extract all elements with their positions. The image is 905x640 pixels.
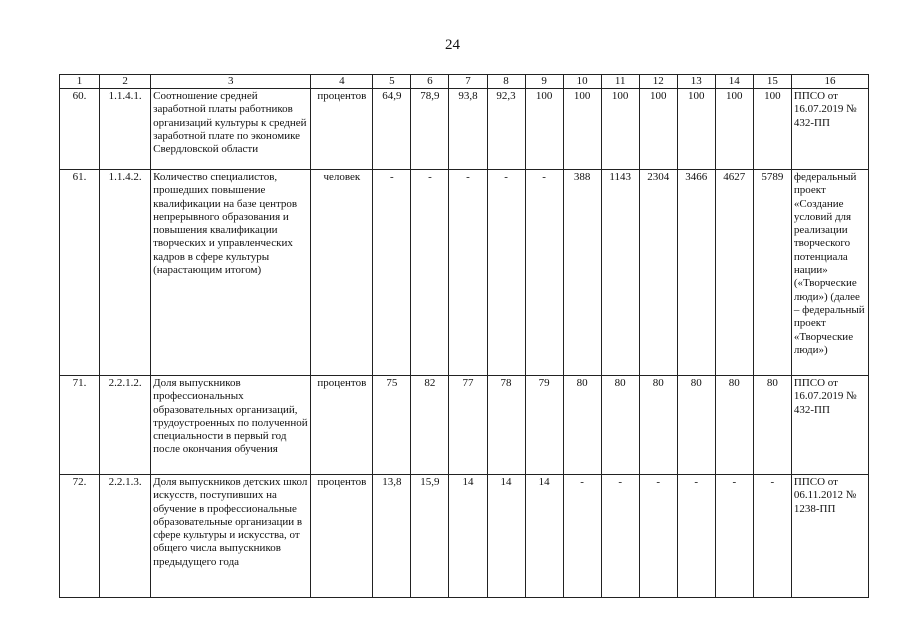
value-cell: 100 (601, 89, 639, 170)
value-cell: 64,9 (373, 89, 411, 170)
value-cell: - (753, 475, 791, 598)
value-cell: - (411, 170, 449, 376)
page-number: 24 (445, 37, 460, 53)
value-cell: 82 (411, 376, 449, 475)
header-cell: 14 (715, 75, 753, 89)
value-cell: 78 (487, 376, 525, 475)
value-cell: 15,9 (411, 475, 449, 598)
row-number: 61. (60, 170, 100, 376)
value-cell: - (487, 170, 525, 376)
header-cell: 3 (151, 75, 311, 89)
table-row (60, 170, 869, 376)
value-cell: - (563, 475, 601, 598)
value-cell: 2304 (639, 170, 677, 376)
value-cell: 79 (525, 376, 563, 475)
indicator-name: Количество специалистов, прошедших повышение квалификации на базе центров непрерывного образования и повышения квалификации творческих и управленческих кадров в сфере культуры (нарастающим итогом) (151, 170, 311, 376)
value-cell: 1143 (601, 170, 639, 376)
value-cell: 5789 (753, 170, 791, 376)
value-cell: 77 (449, 376, 487, 475)
value-cell: 93,8 (449, 89, 487, 170)
row-number: 60. (60, 89, 100, 170)
header-cell: 16 (791, 75, 868, 89)
indicator-name: Доля выпускников профессиональных образовательных организаций, трудоустроенных по полученной специальности в первый год после окончания обучения (151, 376, 311, 475)
header-cell: 9 (525, 75, 563, 89)
value-cell: 100 (525, 89, 563, 170)
row-number: 72. (60, 475, 100, 598)
header-cell: 6 (411, 75, 449, 89)
value-cell: 100 (563, 89, 601, 170)
source-document: ППСО от 16.07.2019 № 432-ПП (791, 376, 868, 475)
value-cell: 100 (677, 89, 715, 170)
header-cell: 1 (60, 75, 100, 89)
column-number-header-row (60, 75, 869, 89)
header-cell: 7 (449, 75, 487, 89)
value-cell: 3466 (677, 170, 715, 376)
value-cell: 80 (639, 376, 677, 475)
indicator-name: Соотношение средней заработной платы работников организаций культуры к средней заработной плате по экономике Свердловской области (151, 89, 311, 170)
source-document: ППСО от 06.11.2012 № 1238-ПП (791, 475, 868, 598)
indicator-code: 1.1.4.2. (100, 170, 151, 376)
value-cell: - (639, 475, 677, 598)
unit: процентов (311, 475, 373, 598)
unit: человек (311, 170, 373, 376)
indicators-table (59, 74, 869, 598)
value-cell: 100 (715, 89, 753, 170)
header-cell: 2 (100, 75, 151, 89)
header-cell: 12 (639, 75, 677, 89)
table-row (60, 475, 869, 598)
value-cell: 80 (715, 376, 753, 475)
table-row (60, 89, 869, 170)
value-cell: 14 (449, 475, 487, 598)
indicator-code: 2.2.1.3. (100, 475, 151, 598)
unit: процентов (311, 376, 373, 475)
header-cell: 13 (677, 75, 715, 89)
value-cell: 100 (753, 89, 791, 170)
value-cell: - (525, 170, 563, 376)
value-cell: - (677, 475, 715, 598)
value-cell: 13,8 (373, 475, 411, 598)
indicator-code: 1.1.4.1. (100, 89, 151, 170)
header-cell: 15 (753, 75, 791, 89)
value-cell: 14 (525, 475, 563, 598)
value-cell: 80 (563, 376, 601, 475)
value-cell: - (449, 170, 487, 376)
value-cell: - (601, 475, 639, 598)
header-cell: 10 (563, 75, 601, 89)
value-cell: 92,3 (487, 89, 525, 170)
header-cell: 11 (601, 75, 639, 89)
source-document: федеральный проект «Создание условий для реализации творческого потенциала нации» («Творческие люди») (далее – федеральный проект «Творческие люди») (791, 170, 868, 376)
indicator-name: Доля выпускников детских школ искусств, поступивших на обучение в профессиональные образовательные организации в сфере культуры и искусства, от общего числа выпускников предыдущего года (151, 475, 311, 598)
value-cell: 4627 (715, 170, 753, 376)
source-document: ППСО от 16.07.2019 № 432-ПП (791, 89, 868, 170)
indicator-code: 2.2.1.2. (100, 376, 151, 475)
table-row (60, 376, 869, 475)
value-cell: 80 (677, 376, 715, 475)
unit: процентов (311, 89, 373, 170)
header-cell: 8 (487, 75, 525, 89)
value-cell: - (715, 475, 753, 598)
value-cell: 14 (487, 475, 525, 598)
value-cell: 75 (373, 376, 411, 475)
value-cell: 100 (639, 89, 677, 170)
value-cell: 80 (601, 376, 639, 475)
value-cell: 388 (563, 170, 601, 376)
row-number: 71. (60, 376, 100, 475)
header-cell: 4 (311, 75, 373, 89)
value-cell: - (373, 170, 411, 376)
header-cell: 5 (373, 75, 411, 89)
value-cell: 78,9 (411, 89, 449, 170)
value-cell: 80 (753, 376, 791, 475)
